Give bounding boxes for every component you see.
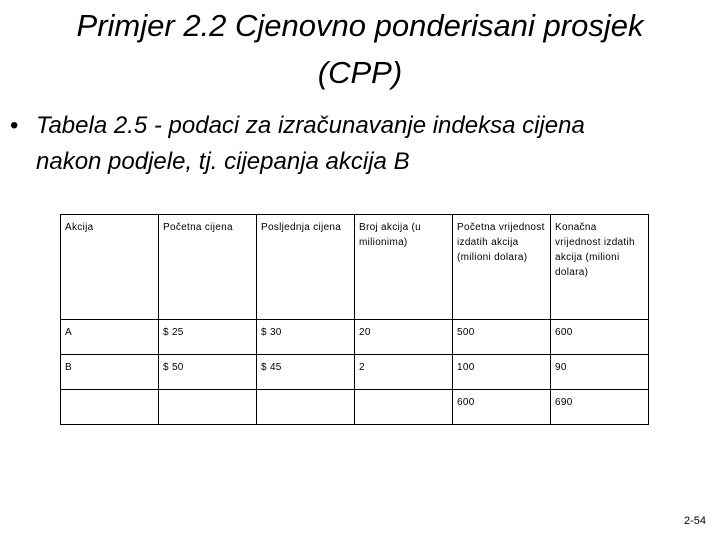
table-cell: 2 bbox=[355, 355, 453, 390]
table-cell bbox=[355, 390, 453, 425]
table-cell bbox=[61, 390, 159, 425]
total-pocetna-vrijednost: 600 bbox=[453, 390, 551, 425]
table-cell: 20 bbox=[355, 320, 453, 355]
table-cell: $ 45 bbox=[257, 355, 355, 390]
table-cell: A bbox=[61, 320, 159, 355]
table-cell: $ 25 bbox=[159, 320, 257, 355]
table-cell: $ 30 bbox=[257, 320, 355, 355]
table-cell bbox=[257, 390, 355, 425]
table-cell: 600 bbox=[551, 320, 649, 355]
header-pocetna-vrijednost: Početna vrijednost izdatih akcija (milioni dolara) bbox=[453, 215, 551, 320]
header-pocetna-cijena: Početna cijena bbox=[159, 215, 257, 320]
data-table bbox=[60, 214, 649, 425]
table-row bbox=[61, 320, 649, 355]
table-cell: 100 bbox=[453, 355, 551, 390]
slide-title bbox=[0, 2, 720, 96]
table-cell: B bbox=[61, 355, 159, 390]
bullet-text-line-2: nakon podjele, tj. cijepanja akcija B bbox=[36, 148, 410, 175]
bullet-text-line-1: Tabela 2.5 - podaci za izračunavanje indeksa cijena bbox=[36, 112, 585, 139]
header-broj-akcija: Broj akcija (u milionima) bbox=[355, 215, 453, 320]
bullet-icon: • bbox=[10, 112, 19, 139]
header-konacna-vrijednost: Konačna vrijednost izdatih akcija (milioni dolara) bbox=[551, 215, 649, 320]
table-cell: $ 50 bbox=[159, 355, 257, 390]
bullet-point bbox=[10, 108, 700, 180]
header-akcija: Akcija bbox=[61, 215, 159, 320]
slide-title-line-1: Primjer 2.2 Cjenovno ponderisani prosjek bbox=[76, 8, 644, 43]
page-number: 2-54 bbox=[683, 515, 706, 527]
table-header-row bbox=[61, 215, 649, 320]
header-posljednja-cijena: Posljednja cijena bbox=[257, 215, 355, 320]
table-cell: 500 bbox=[453, 320, 551, 355]
total-konacna-vrijednost: 690 bbox=[551, 390, 649, 425]
table-cell bbox=[159, 390, 257, 425]
table-total-row bbox=[61, 390, 649, 425]
slide-title-line-2: (CPP) bbox=[317, 55, 403, 90]
table-row bbox=[61, 355, 649, 390]
table-cell: 90 bbox=[551, 355, 649, 390]
